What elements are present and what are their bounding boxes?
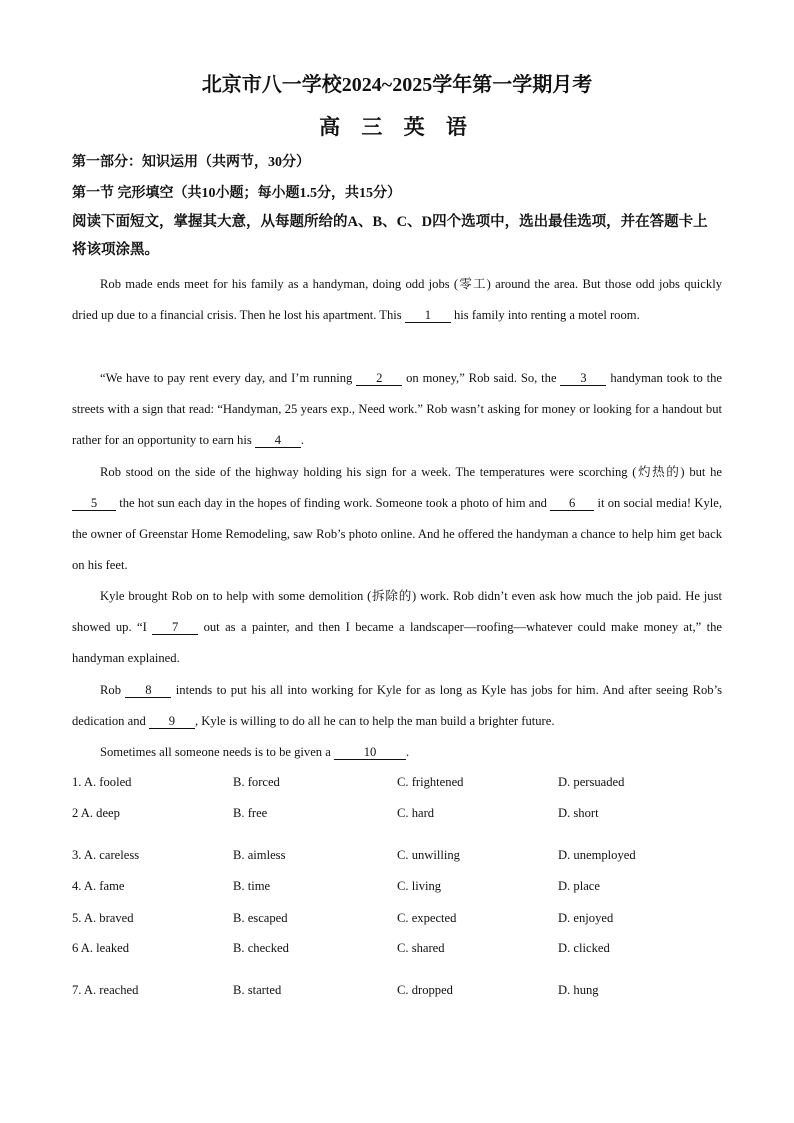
option-a: 2 A. deep (72, 806, 120, 820)
option-d: D. place (558, 879, 600, 893)
option-a: 1. A. fooled (72, 775, 132, 789)
passage-paragraph-2: “We have to pay rent every day, and I’m running 2 on money,” Rob said. So, the 3 handyman took to the streets with a sign that read: “Handyman, 25 years exp., Need work.” Rob wasn’t asking for money or looking for a handout but rather for an opportunity to earn his 4 . (72, 371, 723, 447)
option-c: C. hard (397, 806, 435, 820)
blank-8: 8 (125, 684, 171, 698)
passage-paragraph-6: Sometimes all someone needs is to be given a 10 . (100, 745, 410, 759)
instructions: 阅读下面短文，掌握其大意，从每题所给的A、B、C、D四个选项中，选出最佳选项，并在答题卡上将该项涂黑。 (72, 214, 708, 258)
blank-10: 10 (334, 746, 406, 760)
part-heading: 第一部分：知识运用（共两节，30分） (72, 155, 310, 170)
option-c: C. living (397, 879, 442, 893)
option-a: 5. A. braved (72, 911, 134, 925)
option-a: 3. A. careless (72, 848, 140, 862)
question-row (72, 911, 722, 931)
question-row (72, 806, 722, 826)
option-d: D. unemployed (558, 848, 636, 862)
option-c: C. frightened (397, 775, 464, 789)
option-a: 7. A. reached (72, 983, 139, 997)
blank-6: 6 (550, 497, 594, 511)
option-b: B. forced (233, 775, 280, 789)
blank-4: 4 (255, 434, 301, 448)
question-row (72, 879, 722, 899)
blank-3: 3 (560, 372, 606, 386)
option-b: B. time (233, 879, 271, 893)
option-c: C. unwilling (397, 848, 460, 862)
option-a: 6 A. leaked (72, 941, 130, 955)
question-row (72, 983, 722, 1003)
section-heading: 第一节 完形填空（共10小题；每小题1.5分，共15分） (72, 186, 401, 201)
option-b: B. aimless (233, 848, 286, 862)
question-row (72, 941, 722, 961)
blank-2: 2 (356, 372, 402, 386)
option-a: 4. A. fame (72, 879, 125, 893)
option-d: D. hung (558, 983, 599, 997)
option-d: D. short (558, 806, 599, 820)
question-row (72, 848, 722, 868)
passage-paragraph-3: Rob stood on the side of the highway holding his sign for a week. The temperatures were scorching (灼热的) but he 5 the hot sun each day in the hopes of finding work. Someone took a photo of him and 6 it on social media! Kyle, the owner of Greenstar Home Remodeling, saw Rob’s photo online. And he offered the handyman a chance to help him get back on his feet. (72, 465, 723, 572)
question-row (72, 775, 722, 795)
option-c: C. shared (397, 941, 445, 955)
option-d: D. persuaded (558, 775, 625, 789)
option-b: B. free (233, 806, 268, 820)
blank-7: 7 (152, 621, 198, 635)
exam-title: 北京市八一学校2024~2025学年第一学期月考 (201, 74, 593, 96)
option-b: B. escaped (233, 911, 288, 925)
option-c: C. expected (397, 911, 457, 925)
blank-1: 1 (405, 309, 451, 323)
blank-5: 5 (72, 497, 116, 511)
passage-paragraph-1: Rob made ends meet for his family as a handyman, doing odd jobs (零工) around the area. But those odd jobs quickly dried up due to a financial crisis. Then he lost his apartment. This 1 his family into renting a motel room. (72, 277, 722, 322)
option-d: D. enjoyed (558, 911, 614, 925)
option-d: D. clicked (558, 941, 610, 955)
passage-paragraph-5: Rob 8 intends to put his all into working for Kyle for as long as Kyle has jobs for him. And after seeing Rob’s dedication and 9 , Kyle is willing to do all he can to help the man build a brighter future. (72, 683, 722, 728)
exam-subject: 高 三 英 语 (319, 115, 475, 139)
passage-paragraph-4: Kyle brought Rob on to help with some demolition (拆除的) work. Rob didn’t even ask how much the job paid. He just showed up. “I 7 out as a painter, and then I became a landscaper—roofing—whatever could make money at,” the handyman explained. (72, 589, 722, 665)
option-b: B. started (233, 983, 282, 997)
option-c: C. dropped (397, 983, 453, 997)
option-b: B. checked (233, 941, 289, 955)
blank-9: 9 (149, 715, 195, 729)
